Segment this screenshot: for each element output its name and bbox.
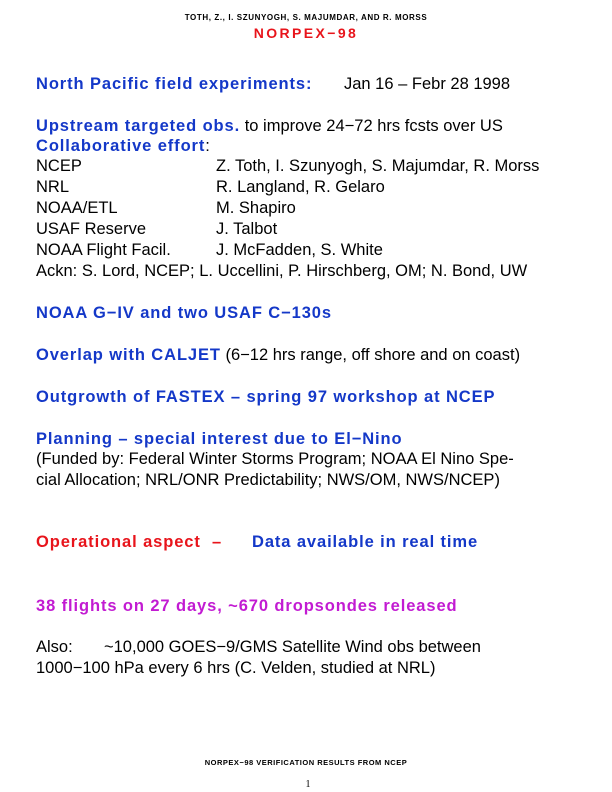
collab-row [36, 219, 596, 240]
experiment-line [36, 74, 511, 95]
collab-org: USAF Reserve [36, 220, 147, 238]
experiment-dates: Jan 16 – Febr 28 1998 [344, 75, 511, 93]
authors-header: TOTH, Z., I. SZUNYOGH, S. MAJUMDAR, AND R. MORSS [184, 13, 428, 22]
collab-row [36, 156, 596, 177]
page-title: NORPEX−98 [253, 25, 359, 41]
experiment-label: North Pacific field experiments: [36, 75, 313, 93]
outgrowth-line: Outgrowth of FASTEX – spring 97 workshop at NCEP [36, 388, 496, 406]
planning-funding-line1: (Funded by: Federal Winter Storms Program; NOAA El Nino Spe- [36, 450, 514, 468]
flights-line: 38 flights on 27 days, ~670 dropsondes released [36, 597, 458, 615]
collab-org: NOAA/ETL [36, 199, 118, 217]
operational-label: Operational aspect [36, 533, 201, 551]
overlap-text: (6−12 hrs range, off shore and on coast) [220, 346, 521, 364]
collab-row [36, 240, 596, 261]
also-text: ~10,000 GOES−9/GMS Satellite Wind obs between [104, 638, 481, 656]
page-number: 1 [305, 779, 311, 790]
collab-people: R. Langland, R. Gelaro [216, 178, 385, 196]
collab-label: Collaborative effort [36, 137, 206, 155]
collab-org: NCEP [36, 157, 82, 175]
aircraft-line: NOAA G−IV and two USAF C−130s [36, 304, 332, 322]
collab-row [36, 177, 596, 198]
collab-people: Z. Toth, I. Szunyogh, S. Majumdar, R. Morss [216, 157, 540, 175]
overlap-label: Overlap with CALJET [36, 346, 221, 364]
upstream-line [36, 116, 503, 137]
collab-people: M. Shapiro [216, 199, 296, 217]
overlap-line [36, 345, 520, 366]
planning-label: Planning – special interest due to El−Nino [36, 430, 403, 448]
collab-people: J. McFadden, S. White [216, 241, 383, 259]
also-line2: 1000−100 hPa every 6 hrs (C. Velden, studied at NRL) [36, 659, 436, 677]
collab-org: NRL [36, 178, 70, 196]
collab-org: NOAA Flight Facil. [36, 241, 171, 259]
operational-text: Data available in real time [252, 533, 479, 551]
collab-people: J. Talbot [216, 220, 278, 238]
footer-text: NORPEX−98 VERIFICATION RESULTS FROM NCEP [204, 758, 408, 767]
also-label: Also: [36, 638, 73, 656]
operational-line [36, 532, 596, 553]
upstream-label: Upstream targeted obs. [36, 117, 241, 135]
operational-dash: – [212, 533, 223, 551]
collab-row [36, 198, 596, 219]
acknowledgements: Ackn: S. Lord, NCEP; L. Uccellini, P. Hirschberg, OM; N. Bond, UW [36, 262, 528, 280]
collab-colon: : [205, 137, 210, 155]
planning-funding-line2: cial Allocation; NRL/ONR Predictability; NWS/OM, NWS/NCEP) [36, 471, 500, 489]
upstream-text: to improve 24−72 hrs fcsts over US [240, 117, 503, 135]
also-line1 [36, 637, 596, 658]
collab-heading [36, 136, 210, 157]
